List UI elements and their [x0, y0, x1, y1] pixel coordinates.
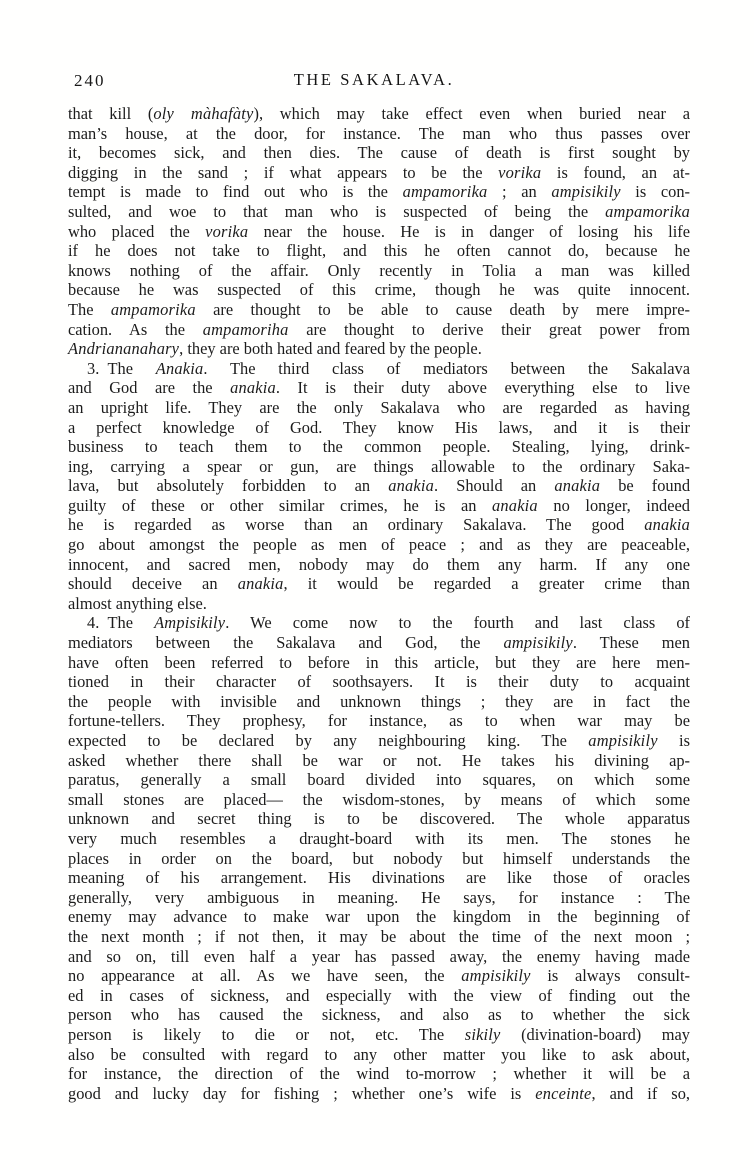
text-run: cation. As the — [68, 319, 203, 339]
italic-term: ampamorika — [110, 299, 196, 319]
text-run: 3. The — [87, 358, 156, 378]
text-line — [68, 888, 690, 908]
text-run: small stones are placed— the wisdom-stones, by means of which some — [68, 789, 690, 809]
italic-term: ampisikily — [461, 966, 531, 986]
text-line — [68, 418, 690, 438]
text-line — [68, 594, 690, 614]
text-run: tempt is made to find out who is the — [68, 182, 403, 202]
text-run: is found, an at- — [541, 162, 690, 182]
text-run: business to teach them to the common people. Stealing, lying, drink- — [68, 437, 690, 457]
text-line — [68, 829, 690, 849]
text-line — [68, 222, 690, 242]
text-run: ed in cases of sickness, and especially with the view of finding out the — [68, 985, 690, 1005]
text-run: asked whether there shall be war or not. He takes his divining ap- — [68, 750, 690, 770]
text-run: is con- — [620, 182, 690, 202]
italic-term: anakia — [230, 378, 276, 398]
text-run: , it would be regarded a greater crime than — [283, 574, 690, 594]
text-line — [68, 300, 690, 320]
text-run: tioned in their character of soothsayers. It is their duty to acquaint — [68, 672, 690, 692]
text-line — [68, 1045, 690, 1065]
text-line — [68, 143, 690, 163]
text-run: have often been referred to before in this article, but they are here men- — [68, 652, 690, 672]
text-line — [68, 731, 690, 751]
text-run: is always consult- — [530, 966, 690, 986]
text-line — [68, 1064, 690, 1084]
text-run: go about amongst the people as men of peace ; and as they are peaceable, — [68, 535, 690, 555]
text-run: ing, carrying a spear or gun, are things allowable to the ordinary Saka- — [68, 456, 690, 476]
text-run: very much resembles a draught-board with its men. The stones he — [68, 828, 690, 848]
text-line — [68, 535, 690, 555]
text-run: the next month ; if not then, it may be about the time of the next moon ; — [68, 926, 690, 946]
italic-term: oly màhafàty — [153, 104, 254, 123]
text-run: he is regarded as worse than an ordinary Sakalava. The good — [68, 515, 645, 535]
text-run: unknown and secret thing is to be discovered. The whole apparatus — [68, 809, 690, 829]
text-line — [68, 182, 690, 202]
italic-term: ampisikily — [588, 731, 658, 750]
text-line — [68, 241, 690, 261]
text-run: should deceive an — [68, 574, 238, 594]
text-line — [68, 633, 690, 653]
text-line — [68, 751, 690, 771]
page-body — [68, 104, 690, 1103]
text-run: no longer, indeed — [537, 495, 690, 515]
text-line — [68, 202, 690, 222]
text-run: and so on, till even half a year has passed away, the enemy having made — [68, 946, 690, 966]
text-run: if he does not take to flight, and this he often cannot do, because he — [68, 241, 690, 261]
text-run: generally, very ambiguous in meaning. He says, for instance : The — [68, 887, 690, 907]
text-run: for instance, the direction of the wind to-morrow ; whether it will be a — [68, 1064, 690, 1084]
text-run: person who has caused the sickness, and also as to whether the sick — [68, 1005, 690, 1025]
text-run: . These men — [572, 633, 691, 653]
text-run: ; an — [487, 182, 552, 202]
text-run: an upright life. They are the only Sakalava who are regarded as having — [68, 397, 690, 417]
italic-term: ampamorika — [402, 182, 488, 202]
text-line — [68, 711, 690, 731]
text-line — [68, 574, 690, 594]
text-run: man’s house, at the door, for instance. The man who thus passes over — [68, 123, 690, 143]
running-head: THE SAKALAVA. — [293, 70, 455, 89]
text-line — [68, 437, 690, 457]
text-run: who placed the — [68, 221, 206, 241]
italic-term: anakia — [388, 476, 435, 496]
italic-term: ampamoriha — [202, 319, 289, 339]
text-run: near the house. He is in danger of losing his life — [248, 221, 690, 241]
text-line — [68, 849, 690, 869]
text-run: person is likely to die or not, etc. The — [68, 1024, 465, 1044]
text-run: , they are both hated and feared by the people. — [179, 339, 482, 359]
text-line — [68, 339, 690, 359]
text-run: expected to be declared by any neighbouring king. The — [68, 731, 589, 750]
text-run: lava, but absolutely forbidden to an — [68, 476, 389, 496]
text-line — [68, 359, 690, 379]
italic-term: anakia — [644, 515, 690, 535]
text-run: ), which may take effect even when buried near a — [253, 104, 690, 123]
text-line — [68, 672, 690, 692]
text-run: that kill ( — [68, 104, 154, 123]
italic-term: Ampisikily — [154, 613, 226, 633]
text-line — [68, 613, 690, 633]
text-line — [68, 104, 690, 124]
text-run: sulted, and woe to that man who is suspected of being the — [68, 201, 606, 221]
text-run: are thought to derive their great power from — [288, 319, 690, 339]
italic-term: anakia — [492, 495, 538, 515]
italic-term: enceinte — [535, 1083, 592, 1103]
text-line — [68, 320, 690, 340]
text-line — [68, 476, 690, 496]
text-run: . The third class of mediators between the Sakalava — [203, 358, 690, 378]
text-line — [68, 809, 690, 829]
text-line — [68, 1025, 690, 1045]
text-run: fortune-tellers. They prophesy, for instance, as to when war may be — [68, 711, 690, 731]
text-run: innocent, and sacred men, nobody may do them any harm. If any one — [68, 554, 690, 574]
italic-term: vorika — [498, 162, 542, 182]
italic-term: anakia — [554, 476, 601, 496]
text-run: . It is their duty above everything else to live — [275, 378, 690, 398]
text-run: , and if so, — [591, 1083, 690, 1103]
text-run: no appearance at all. As we have seen, the — [68, 966, 462, 986]
text-line — [68, 1084, 690, 1104]
text-run: good and lucky day for fishing ; whether one’s wife is — [68, 1083, 536, 1103]
text-run: guilty of these or other similar crimes, he is an — [68, 495, 493, 515]
text-run: also be consulted with regard to any other matter you like to ask about, — [68, 1044, 690, 1064]
text-line — [68, 790, 690, 810]
text-run: . We come now to the fourth and last class of — [225, 613, 690, 633]
text-line — [68, 496, 690, 516]
italic-term: sikily — [464, 1024, 501, 1044]
text-line — [68, 966, 690, 986]
text-run: the people with invisible and unknown things ; they are in fact the — [68, 691, 690, 711]
text-line — [68, 927, 690, 947]
text-run: mediators between the Sakalava and God, the — [68, 633, 504, 653]
italic-term: ampisikily — [551, 182, 621, 202]
text-line — [68, 555, 690, 575]
text-line — [68, 692, 690, 712]
italic-term: ampamorika — [605, 201, 690, 221]
text-line — [68, 653, 690, 673]
text-line — [68, 868, 690, 888]
italic-term: ampisikily — [503, 633, 573, 653]
text-line — [68, 280, 690, 300]
text-run: meaning of his arrangement. His divinations are like those of oracles — [68, 868, 690, 888]
text-run: The — [68, 299, 111, 319]
text-run: paratus, generally a small board divided into squares, on which some — [68, 770, 690, 790]
italic-term: anakia — [237, 574, 284, 594]
text-run: 4. The — [87, 613, 155, 633]
text-line — [68, 1005, 690, 1025]
text-line — [68, 947, 690, 967]
text-run: and God are the — [68, 378, 231, 398]
italic-term: Andriananahary — [68, 339, 180, 359]
page-header — [68, 70, 690, 92]
text-line — [68, 986, 690, 1006]
text-run: a perfect knowledge of God. They know His laws, and it is their — [68, 417, 690, 437]
text-line — [68, 907, 690, 927]
text-run: enemy may advance to make war upon the kingdom in the beginning of — [68, 907, 690, 927]
text-run: it, becomes sick, and then dies. The cause of death is first sought by — [68, 143, 690, 163]
text-line — [68, 378, 690, 398]
text-line — [68, 770, 690, 790]
text-line — [68, 124, 690, 144]
text-line — [68, 163, 690, 183]
text-line — [68, 261, 690, 281]
text-line — [68, 457, 690, 477]
italic-term: vorika — [205, 221, 249, 241]
text-run: is — [657, 731, 690, 750]
text-run: places in order on the board, but nobody but himself understands the — [68, 848, 690, 868]
italic-term: Anakia — [155, 358, 204, 378]
text-run: are thought to be able to cause death by mere impre- — [195, 299, 690, 319]
text-run: digging in the sand ; if what appears to be the — [68, 162, 499, 182]
text-run: . Should an — [434, 476, 555, 496]
text-line — [68, 398, 690, 418]
text-run: almost anything else. — [68, 593, 207, 613]
text-run: (divination-board) may — [500, 1024, 691, 1044]
text-run: be found — [600, 476, 691, 496]
page-number: 240 — [74, 71, 106, 90]
text-run: knows nothing of the affair. Only recently in Tolia a man was killed — [68, 260, 690, 280]
text-line — [68, 515, 690, 535]
text-run: because he was suspected of this crime, though he was quite innocent. — [68, 280, 690, 300]
